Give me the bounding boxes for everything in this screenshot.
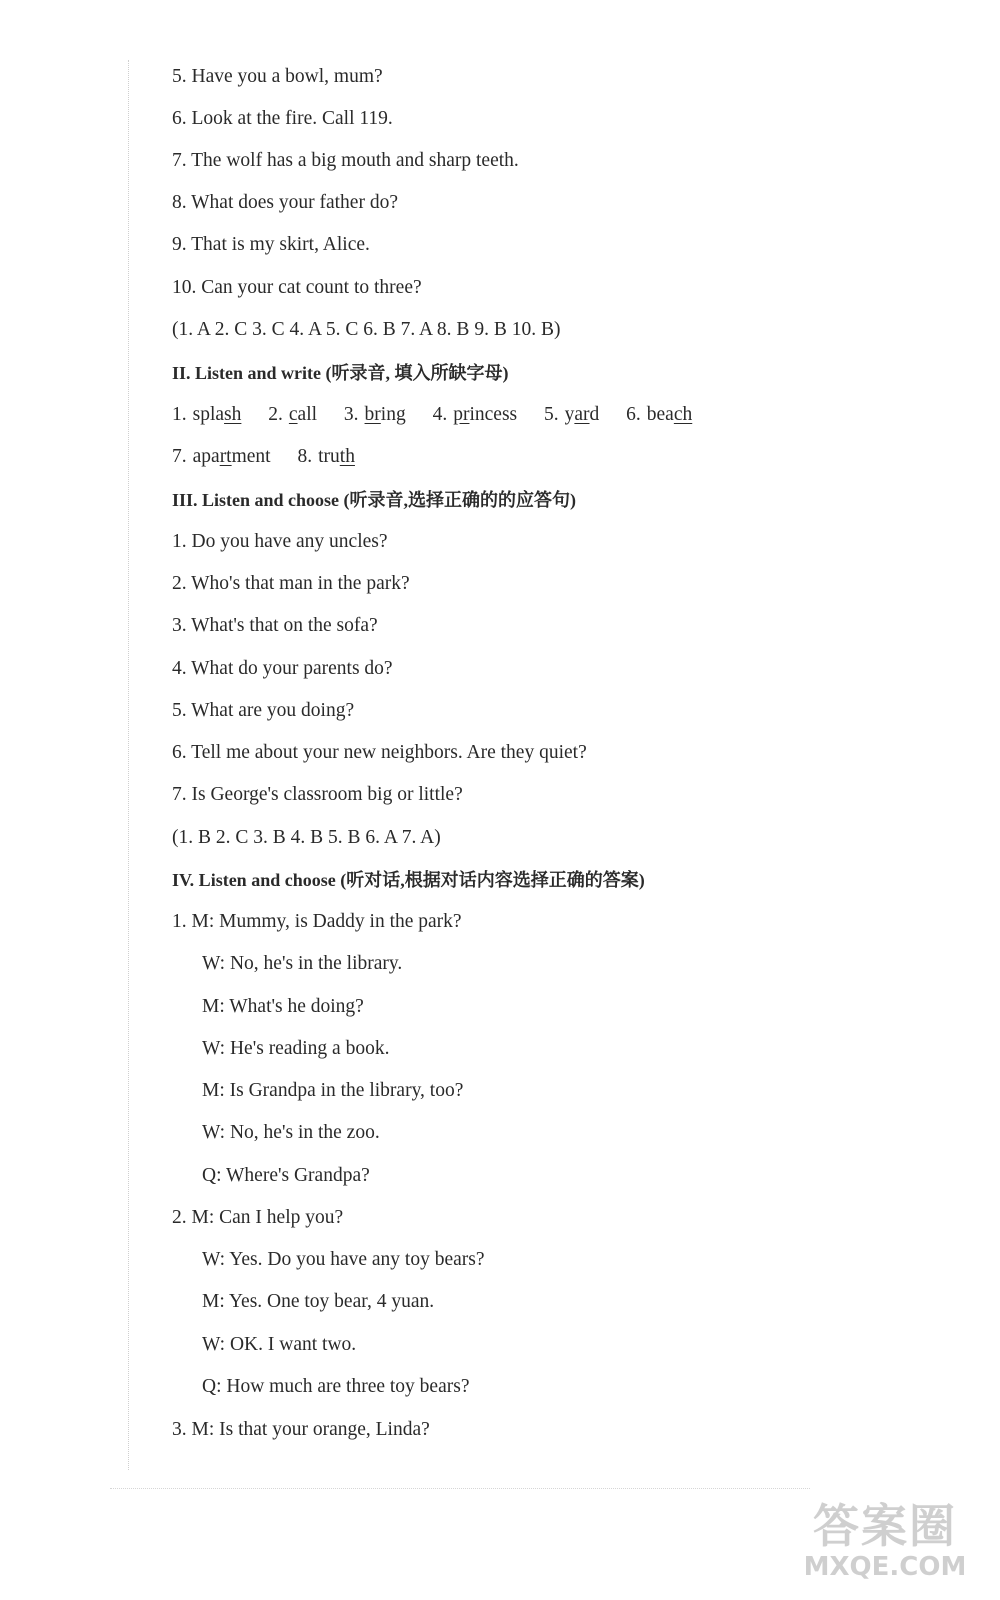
section3-item-4: 4. What do your parents do? [172, 658, 393, 679]
dialog2-line-2: W: Yes. Do you have any toy bears? [202, 1249, 485, 1270]
section3-heading: III. Listen and choose (听录音,选择正确的的应答句) [172, 490, 577, 510]
section1-item-7: 7. The wolf has a big mouth and sharp teeth. [172, 150, 519, 171]
word-item: 2. call [268, 404, 318, 425]
section2-row1 [172, 402, 714, 428]
missing-letters: br [364, 404, 381, 425]
section3-item-3: 3. What's that on the sofa? [172, 615, 378, 636]
section1-answers: (1. A 2. C 3. C 4. A 5. C 6. B 7. A 8. B 9. B 10. B) [172, 319, 561, 340]
dialog2-line-1: 2. M: Can I help you? [172, 1207, 344, 1228]
word-item: 5. yard [544, 404, 600, 425]
section3-item-2: 2. Who's that man in the park? [172, 573, 410, 594]
watermark-text: 答案圈 [813, 1499, 957, 1553]
missing-letters: c [288, 404, 298, 425]
dialog1-line-3: M: What's he doing? [202, 996, 364, 1017]
section3-item-6: 6. Tell me about your new neighbors. Are they quiet? [172, 742, 587, 763]
dialog1-line-1: 1. M: Mummy, is Daddy in the park? [172, 911, 462, 932]
dialog2-line-4: W: OK. I want two. [202, 1334, 357, 1355]
missing-letters: rt [219, 446, 232, 467]
footer-dotted-line [110, 1488, 810, 1489]
dialog1-line-6: W: No, he's in the zoo. [202, 1122, 380, 1143]
section1-item-6: 6. Look at the fire. Call 119. [172, 108, 393, 129]
missing-letters: ar [574, 404, 590, 425]
word-item: 1. splash [172, 404, 242, 425]
word-item: 7. apartment [172, 446, 271, 467]
missing-letters: th [339, 446, 355, 467]
watermark-logo [800, 1500, 970, 1590]
word-item: 8. truth [297, 446, 355, 467]
dialog3-line-1: 3. M: Is that your orange, Linda? [172, 1419, 430, 1440]
dialog1-line-2: W: No, he's in the library. [202, 953, 403, 974]
word-item: 4. princess [432, 404, 518, 425]
section1-item-5: 5. Have you a bowl, mum? [172, 66, 383, 87]
section3-item-5: 5. What are you doing? [172, 700, 355, 721]
dialog1-line-5: M: Is Grandpa in the library, too? [202, 1080, 464, 1101]
dialog2-line-3: M: Yes. One toy bear, 4 yuan. [202, 1291, 435, 1312]
word-item: 6. beach [626, 404, 693, 425]
section1-item-8: 8. What does your father do? [172, 192, 398, 213]
section1-item-9: 9. That is my skirt, Alice. [172, 234, 370, 255]
dialog2-question: Q: How much are three toy bears? [202, 1376, 470, 1397]
watermark-url: MXQE.COM [803, 1552, 967, 1582]
missing-letters: ch [673, 404, 693, 425]
section2-heading: II. Listen and write (听录音, 填入所缺字母) [172, 363, 509, 383]
section4-heading: IV. Listen and choose (听对话,根据对话内容选择正确的答案) [172, 870, 645, 890]
section3-answers: (1. B 2. C 3. B 4. B 5. B 6. A 7. A) [172, 827, 441, 848]
dialog1-line-4: W: He's reading a book. [202, 1038, 390, 1059]
section3-item-1: 1. Do you have any uncles? [172, 531, 388, 552]
word-item: 3. bring [343, 404, 406, 425]
binding-margin-line [128, 60, 129, 1470]
section2-row2 [172, 444, 377, 470]
section1-item-10: 10. Can your cat count to three? [172, 277, 422, 298]
missing-letters: pr [453, 404, 470, 425]
section3-item-7: 7. Is George's classroom big or little? [172, 784, 463, 805]
dialog1-question: Q: Where's Grandpa? [202, 1165, 370, 1186]
missing-letters: sh [224, 404, 242, 425]
